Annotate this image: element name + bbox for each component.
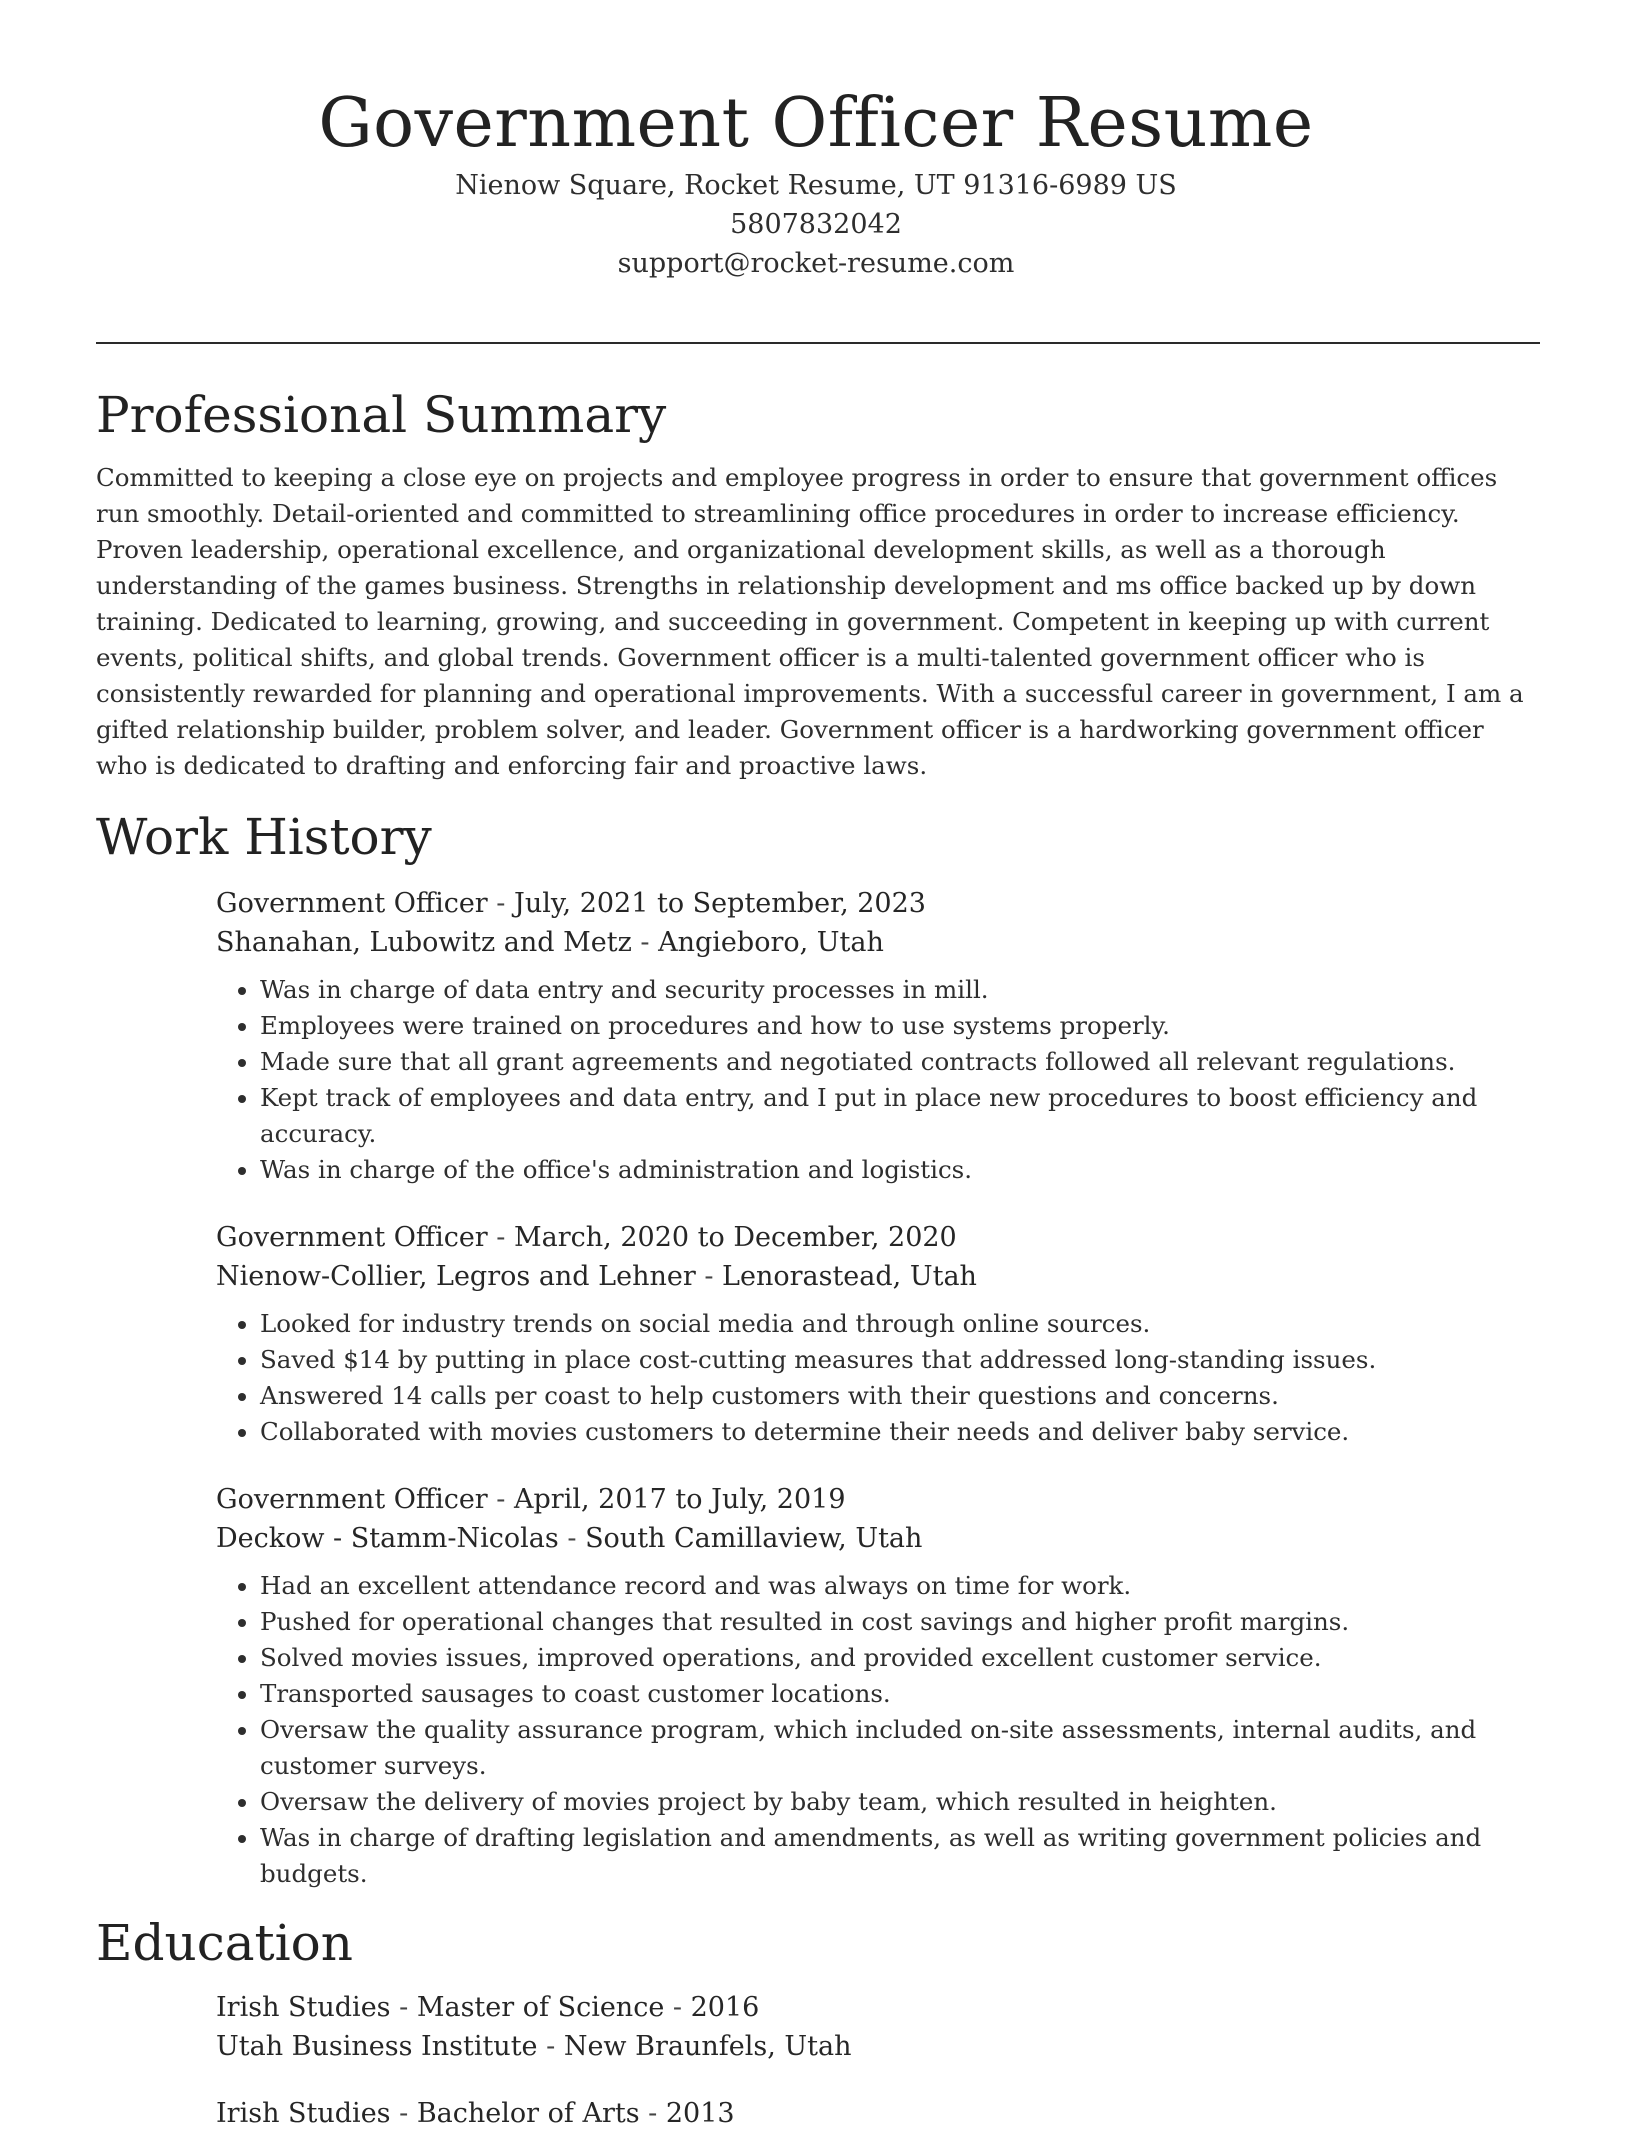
- job-bullets: [216, 1306, 1540, 1450]
- bullet-item: • Was in charge of the office's administration and logistics.: [260, 1152, 1540, 1188]
- job-bullets: [216, 1568, 1540, 1892]
- email: support@rocket-resume.com: [617, 248, 1015, 279]
- bullet-item: • Oversaw the delivery of movies project by baby team, which resulted in heighten.: [260, 1784, 1540, 1820]
- job-title: Government Officer: [216, 1484, 488, 1515]
- job-title-line: [216, 1218, 1540, 1257]
- bullet-item: • Transported sausages to coast customer locations.: [260, 1676, 1540, 1712]
- phone: 5807832042: [730, 209, 902, 240]
- bullet-item: • Saved $14 by putting in place cost-cutting measures that addressed long-standing issues.: [260, 1342, 1540, 1378]
- bullet-item: • Had an excellent attendance record and was always on time for work.: [260, 1568, 1540, 1604]
- job-entry: [216, 1218, 1540, 1450]
- separator: -: [537, 2031, 564, 2062]
- bullet-item: • Solved movies issues, improved operations, and provided excellent customer service.: [260, 1640, 1540, 1676]
- company-location: Lenorastead, Utah: [722, 1261, 977, 1292]
- job-entry: [216, 1480, 1540, 1892]
- summary-text: Committed to keeping a close eye on projects and employee progress in order to ensure that government offices run smoothly. Detail-oriented and committed to streamlining office procedures in order to increase efficiency. Proven leadership, operational excellence, and organizational development skills, as well as a thorough understanding of the games business. Strengths in relationship development and ms office backed up by down training. Dedicated to learning, growing, and succeeding in government. Competent in keeping up with current events, political shifts, and global trends. Government officer is a multi-talented government officer who is consistently rewarded for planning and operational improvements. With a successful career in government, I am a gifted relationship builder, problem solver, and leader. Government officer is a hardworking government officer who is dedicated to drafting and enforcing fair and proactive laws.: [96, 463, 1524, 780]
- degree: Bachelor of Arts: [416, 2098, 640, 2129]
- separator: -: [390, 1992, 417, 2023]
- bullet-item: • Kept track of employees and data entry, and I put in place new procedures to boost efficiency and accuracy.: [260, 1080, 1540, 1152]
- job-list: [216, 884, 1540, 1892]
- header-divider: [96, 342, 1540, 344]
- separator: -: [639, 2098, 666, 2129]
- separator: -: [487, 1484, 515, 1515]
- job-company-line: [216, 1519, 1540, 1558]
- education-heading: Education: [96, 1914, 353, 1972]
- education-entry: [216, 2094, 1540, 2133]
- school-location: New Braunfels, Utah: [563, 2031, 852, 2062]
- bullet-item: • Collaborated with movies customers to determine their needs and deliver baby service.: [260, 1414, 1540, 1450]
- education-entry: [216, 1988, 1540, 2066]
- field-of-study: Irish Studies: [216, 1992, 391, 2023]
- bullet-item: • Made sure that all grant agreements and negotiated contracts followed all relevant regulations.: [260, 1044, 1540, 1080]
- education-section: [96, 1908, 1540, 2133]
- bullet-item: • Oversaw the quality assurance program, which included on-site assessments, internal audits, and customer surveys.: [260, 1712, 1540, 1784]
- bullet-item: • Was in charge of data entry and security processes in mill.: [260, 972, 1540, 1008]
- separator: -: [631, 927, 659, 958]
- job-dates: March, 2020 to December, 2020: [514, 1222, 957, 1253]
- company-name: Deckow - Stamm-Nicolas: [216, 1523, 559, 1554]
- resume-header: [0, 0, 1632, 283]
- company-location: Angieboro, Utah: [658, 927, 884, 958]
- bullet-item: • Was in charge of drafting legislation and amendments, as well as writing government policies and budgets.: [260, 1820, 1540, 1892]
- graduation-year: 2013: [665, 2098, 735, 2129]
- work-history-section: [96, 802, 1540, 1892]
- summary-section: [96, 380, 1540, 784]
- company-location: South Camillaview, Utah: [585, 1523, 923, 1554]
- work-history-heading: Work History: [96, 808, 432, 866]
- job-title: Government Officer: [216, 1222, 488, 1253]
- degree-line: [216, 1988, 1540, 2027]
- separator: -: [558, 1523, 586, 1554]
- job-title: Government Officer: [216, 888, 488, 919]
- address: Nienow Square, Rocket Resume, UT 91316-6989 US: [455, 170, 1177, 201]
- job-dates: July, 2021 to September, 2023: [514, 888, 926, 919]
- resume-content: [96, 380, 1540, 2133]
- separator: -: [664, 1992, 691, 2023]
- job-title-line: [216, 884, 1540, 923]
- bullet-item: • Employees were trained on procedures and how to use systems properly.: [260, 1008, 1540, 1044]
- job-dates: April, 2017 to July, 2019: [514, 1484, 846, 1515]
- job-title-line: [216, 1480, 1540, 1519]
- contact-info: [0, 166, 1632, 283]
- job-company-line: [216, 923, 1540, 962]
- bullet-item: • Looked for industry trends on social media and through online sources.: [260, 1306, 1540, 1342]
- job-entry: [216, 884, 1540, 1188]
- job-bullets: [216, 972, 1540, 1188]
- school-line: [216, 2027, 1540, 2066]
- bullet-item: • Pushed for operational changes that resulted in cost savings and higher profit margins.: [260, 1604, 1540, 1640]
- summary-heading: Professional Summary: [96, 386, 667, 444]
- separator: -: [487, 888, 515, 919]
- job-company-line: [216, 1257, 1540, 1296]
- graduation-year: 2016: [690, 1992, 760, 2023]
- field-of-study: Irish Studies: [216, 2098, 391, 2129]
- separator: -: [390, 2098, 417, 2129]
- company-name: Nienow-Collier, Legros and Lehner: [216, 1261, 696, 1292]
- school-name: Utah Business Institute: [216, 2031, 538, 2062]
- resume-title: Government Officer Resume: [318, 84, 1314, 163]
- separator: -: [487, 1222, 515, 1253]
- bullet-item: • Answered 14 calls per coast to help customers with their questions and concerns.: [260, 1378, 1540, 1414]
- degree: Master of Science: [416, 1992, 665, 2023]
- separator: -: [695, 1261, 723, 1292]
- company-name: Shanahan, Lubowitz and Metz: [216, 927, 632, 958]
- education-list: [216, 1988, 1540, 2133]
- degree-line: [216, 2094, 1540, 2133]
